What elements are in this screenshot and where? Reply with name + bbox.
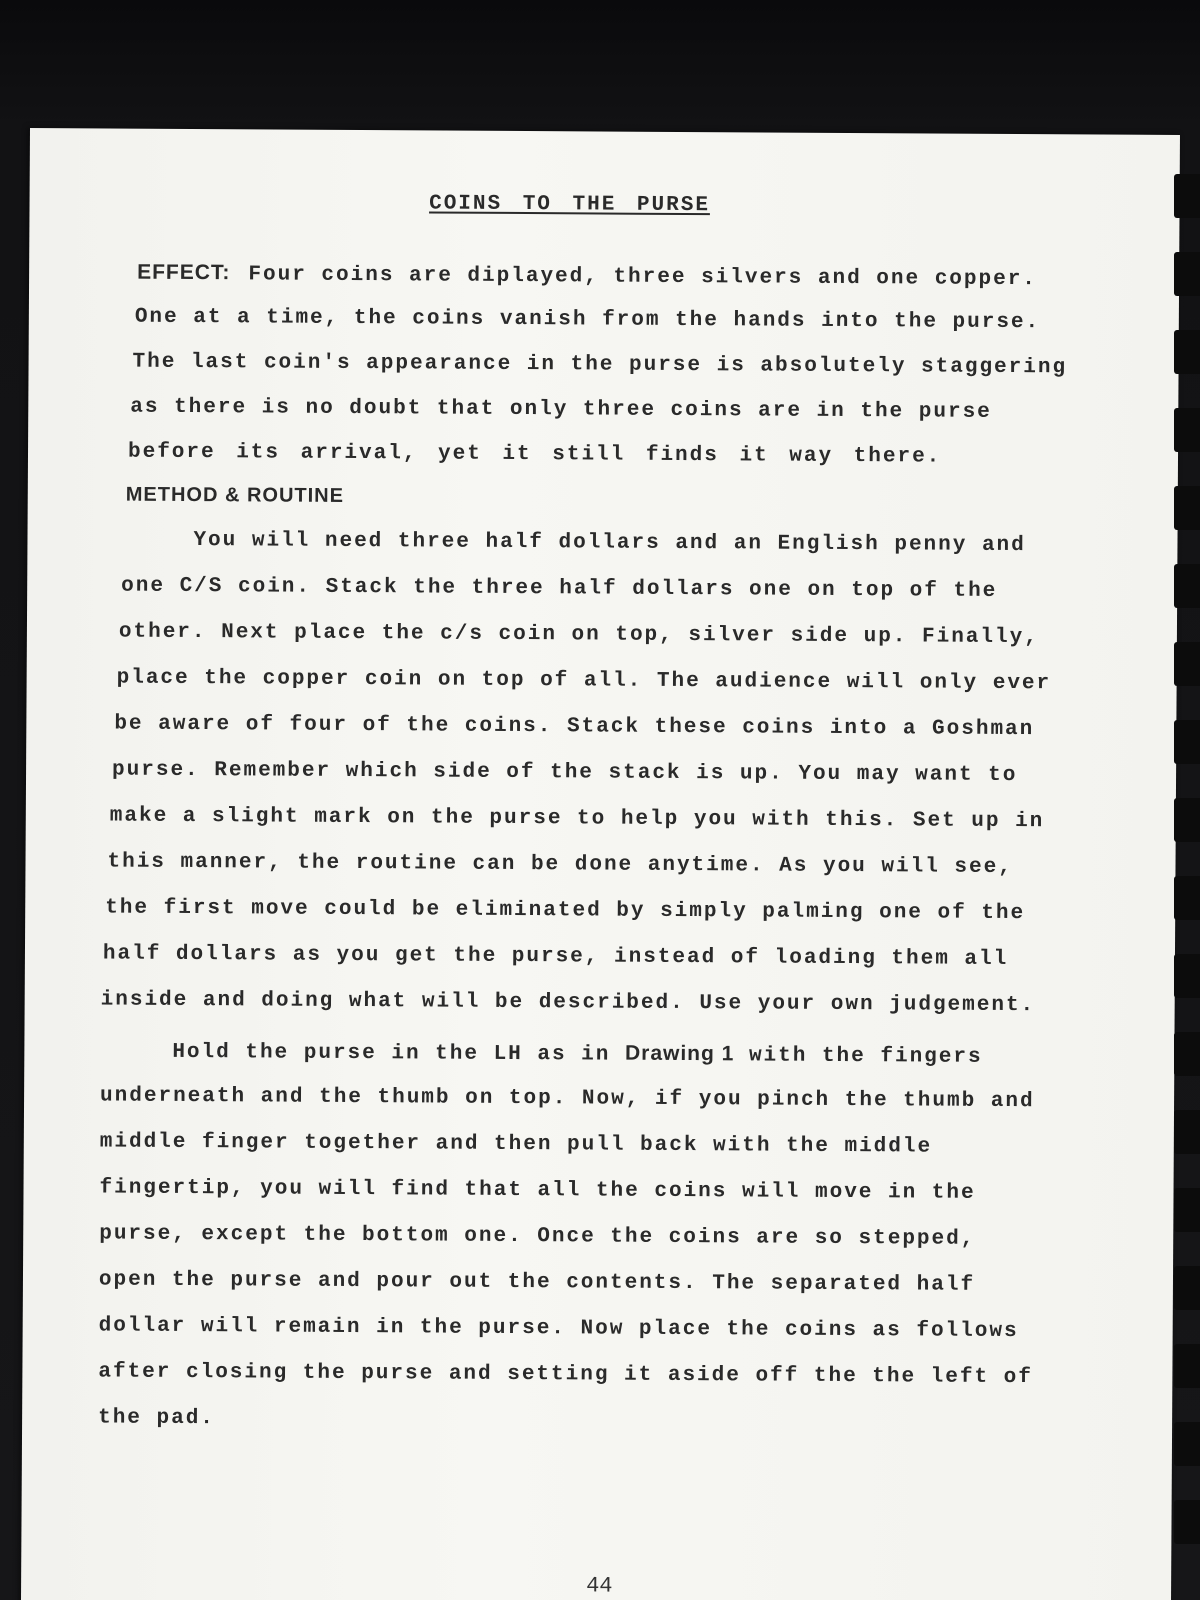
effect-text-line-3: The last coin's appearance in the purse is absolutely staggering: [132, 350, 1068, 380]
body-line-7: make a slight mark on the purse to help you with this. Set up in: [109, 804, 1045, 834]
effect-text-line-2: One at a time, the coins vanish from the hands into the purse.: [134, 305, 1041, 335]
binding-hole: [1174, 1266, 1200, 1310]
binding-hole: [1174, 876, 1200, 920]
binding-hole: [1174, 174, 1200, 218]
binding-hole: [1174, 408, 1200, 452]
body-line-1: You will need three half dollars and an English penny and: [193, 529, 1026, 558]
binding-hole: [1174, 1344, 1200, 1388]
method-heading: METHOD & ROUTINE: [125, 483, 345, 507]
body-line-9: the first move could be eliminated by simply palming one of the: [105, 896, 1026, 926]
body-line-8: this manner, the routine can be done anytime. As you will see,: [107, 850, 1013, 880]
para2-line-4: fingertip, you will find that all the coins will move in the: [99, 1176, 976, 1205]
effect-text-line-5: before its arrival, yet it still finds it way there.: [127, 440, 942, 469]
body-line-5: be aware of four of the coins. Stack these coins into a Goshman: [114, 712, 1035, 742]
binding-hole: [1174, 1032, 1200, 1076]
para2-line-6: open the purse and pour out the contents. The separated half: [98, 1268, 976, 1297]
body-line-11: inside and doing what will be described. Use your own judgement.: [100, 988, 1036, 1018]
binding-hole: [1174, 642, 1200, 686]
binding-hole: [1174, 720, 1200, 764]
effect-line-1: [137, 261, 1037, 291]
body-line-6: purse. Remember which side of the stack is up. You may want to: [112, 758, 1018, 788]
binding-hole: [1174, 252, 1200, 296]
para2-line-1: [172, 1039, 982, 1069]
page-number: 44: [586, 1573, 613, 1599]
binding-hole: [1174, 1188, 1200, 1232]
effect-text-line-1: Four coins are diplayed, three silvers and one copper.: [248, 263, 1038, 292]
para2-line-9: the pad.: [98, 1406, 216, 1431]
binding-hole: [1174, 330, 1200, 374]
binding-hole: [1174, 1110, 1200, 1154]
page-title: COINS TO THE PURSE: [429, 192, 711, 218]
para2-line-1-after: with the fingers: [734, 1044, 983, 1069]
para2-line-7: dollar will remain in the purse. Now place the coins as follows: [98, 1314, 1019, 1344]
body-line-4: place the copper coin on top of all. The audience will only ever: [116, 666, 1052, 696]
para2-line-8: after closing the purse and setting it aside off the the left of: [98, 1360, 1033, 1390]
spiral-binding: [1170, 150, 1200, 1600]
para2-line-1-before: Hold the purse in the LH as in: [172, 1040, 626, 1067]
para2-line-3: middle finger together and then pull back with the middle: [99, 1130, 933, 1159]
binding-hole: [1174, 564, 1200, 608]
para2-line-2: underneath and the thumb on top. Now, if you pinch the thumb and: [100, 1084, 1035, 1114]
body-line-2: one C/S coin. Stack the three half dollars one on top of the: [121, 574, 998, 603]
body-line-3: other. Next place the c/s coin on top, silver side up. Finally,: [118, 620, 1039, 650]
body-line-10: half dollars as you get the purse, instead of loading them all: [102, 942, 1009, 971]
binding-hole: [1174, 954, 1200, 998]
document-page: [21, 128, 1180, 1600]
effect-text-line-4: as there is no doubt that only three coins are in the purse: [130, 395, 992, 424]
effect-heading: EFFECT:: [137, 260, 231, 285]
binding-hole: [1174, 1422, 1200, 1466]
binding-hole: [1174, 798, 1200, 842]
para2-line-5: purse, except the bottom one. Once the coins are so stepped,: [99, 1222, 976, 1251]
binding-hole: [1174, 1500, 1200, 1544]
drawing-reference: Drawing 1: [624, 1041, 735, 1066]
binding-hole: [1174, 486, 1200, 530]
